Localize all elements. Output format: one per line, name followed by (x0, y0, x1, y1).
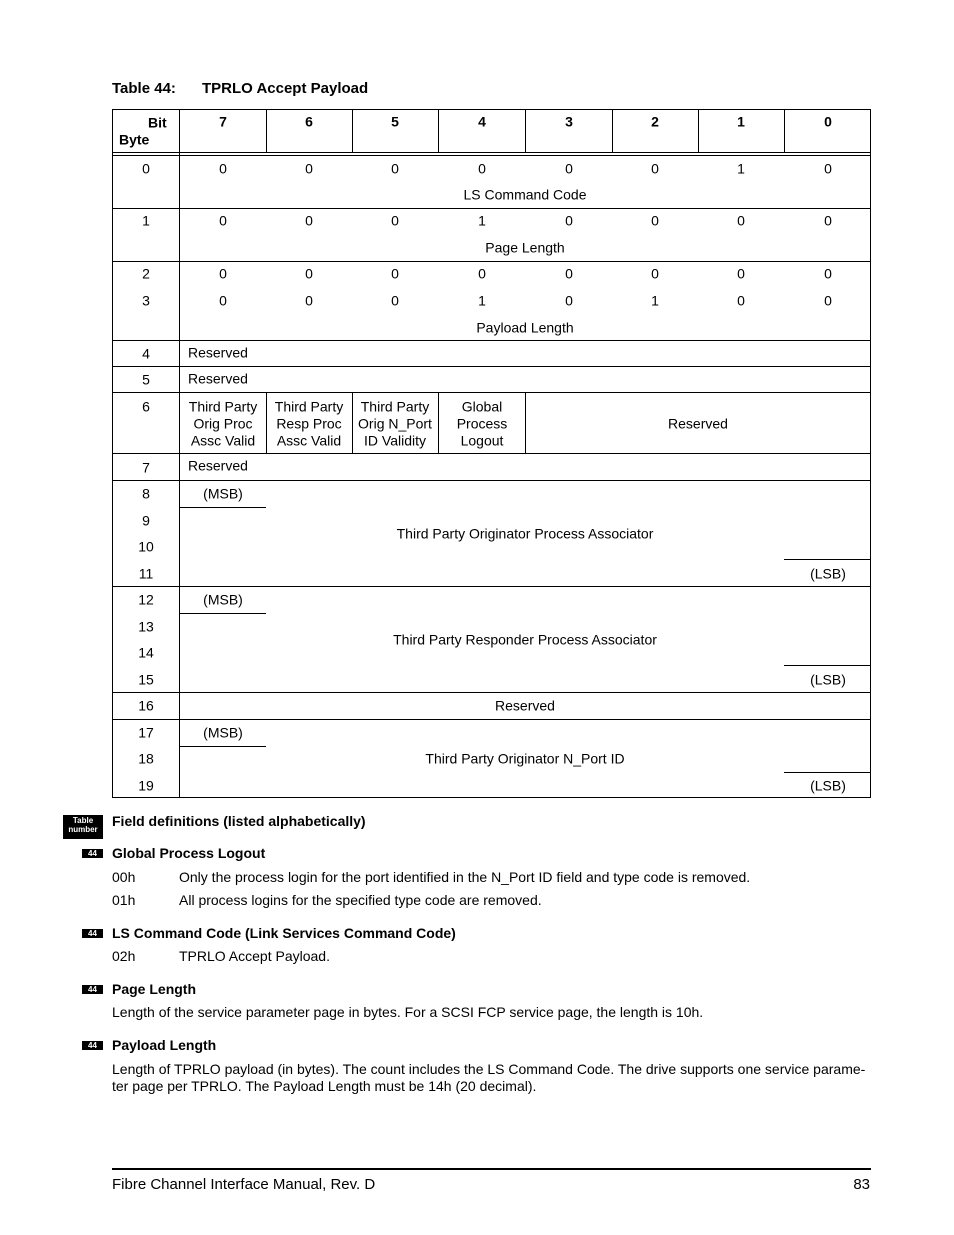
byte-number: 3 (142, 292, 150, 309)
byte-number: 18 (138, 750, 154, 767)
row-divider (113, 340, 871, 341)
field-name: LS Command Code (463, 186, 587, 203)
byte-number: 8 (142, 485, 150, 502)
bit-value: 1 (478, 292, 486, 309)
field-name: Page Length (485, 239, 565, 256)
field-divider (438, 392, 439, 453)
bit-value: 0 (305, 160, 313, 177)
row-divider (113, 719, 871, 720)
bit-value: 0 (478, 265, 486, 282)
byte-number: 14 (138, 644, 154, 661)
bit-value: 0 (737, 265, 745, 282)
byte-number: 2 (142, 265, 150, 282)
field-name: Reserved (188, 370, 248, 387)
bit-header: 1 (737, 113, 745, 130)
msb-label: (MSB) (203, 591, 243, 608)
bit-value: 0 (391, 292, 399, 309)
bit-value: 0 (565, 265, 573, 282)
field-resp-proc-assc-valid: Third Party Resp Proc Assc Valid (274, 398, 344, 449)
header-divider (784, 110, 785, 153)
bit-value: 0 (305, 265, 313, 282)
msb-rule (179, 613, 266, 614)
msb-label: (MSB) (203, 724, 243, 741)
byte-number: 11 (138, 565, 154, 582)
lsb-label: (LSB) (810, 565, 846, 582)
bit-value: 0 (737, 292, 745, 309)
header-divider (438, 110, 439, 153)
byte-number: 6 (142, 398, 150, 415)
bit-value: 0 (824, 292, 832, 309)
bit-header: 5 (391, 113, 399, 130)
bit-value: 0 (219, 212, 227, 229)
table-caption (112, 80, 368, 97)
byte-number: 4 (142, 345, 150, 362)
table-number: Table 44: (112, 80, 176, 97)
msb-rule (179, 507, 266, 508)
definition-title: Payload Length (112, 1037, 217, 1053)
payload-table (112, 109, 871, 798)
lsb-label: (LSB) (810, 777, 846, 794)
row-divider (113, 692, 871, 693)
definition-text: Length of TPRLO payload (in bytes). The count includes the LS Command Code. The drive supports one service parame- (112, 1061, 866, 1077)
header-divider (525, 110, 526, 153)
table-ref-badge: 44 (82, 985, 103, 994)
field-name: Third Party Originator Process Associator (396, 525, 654, 542)
bit-value: 0 (219, 292, 227, 309)
table-ref-badge: 44 (82, 929, 103, 938)
lsb-label: (LSB) (810, 671, 846, 688)
field-orig-proc-assc-valid: Third Party Orig Proc Assc Valid (188, 398, 258, 449)
bit-value: 1 (737, 160, 745, 177)
byte-column-divider (179, 110, 180, 798)
bit-value: 0 (391, 212, 399, 229)
bit-value: 1 (651, 292, 659, 309)
row-divider (113, 392, 871, 393)
lsb-rule (784, 559, 871, 560)
table-number-badge: Table number (63, 815, 103, 839)
field-name: Payload Length (476, 319, 574, 336)
row-divider (113, 480, 871, 481)
row-divider (113, 366, 871, 367)
header-rule (113, 152, 871, 153)
byte-number: 13 (138, 618, 154, 635)
bit-value: 0 (305, 212, 313, 229)
footer-rule (112, 1168, 871, 1170)
byte-number: 12 (138, 591, 154, 608)
definition-code: 02h (112, 948, 136, 964)
byte-label: Byte (119, 131, 150, 148)
page-number: 83 (853, 1176, 870, 1193)
row-divider (113, 261, 871, 262)
table-ref-badge: 44 (82, 849, 103, 858)
row-divider (113, 208, 871, 209)
field-divider (525, 392, 526, 453)
field-name: Reserved (495, 697, 555, 714)
bit-value: 0 (651, 160, 659, 177)
definition-code: 00h (112, 869, 136, 885)
bit-value: 0 (565, 292, 573, 309)
definition-code: 01h (112, 892, 136, 908)
field-name: Third Party Responder Process Associator (393, 631, 657, 648)
bit-header: 6 (305, 113, 313, 130)
bit-header: 4 (478, 113, 486, 130)
lsb-rule (784, 665, 871, 666)
bit-label: Bit (148, 114, 167, 131)
bit-value: 0 (651, 265, 659, 282)
definition-title: LS Command Code (Link Services Command Code) (112, 925, 456, 941)
row-divider (113, 453, 871, 454)
bit-value: 0 (391, 160, 399, 177)
msb-rule (179, 746, 266, 747)
bit-value: 0 (391, 265, 399, 282)
definition-text: ter page per TPRLO. The Payload Length must be 14h (20 decimal). (112, 1078, 537, 1094)
table-title: TPRLO Accept Payload (202, 80, 369, 97)
definition-text: All process logins for the specified type code are removed. (179, 892, 542, 908)
field-name: Third Party Originator N_Port ID (425, 750, 625, 767)
row-divider (113, 586, 871, 587)
header-divider (266, 110, 267, 153)
bit-value: 0 (565, 212, 573, 229)
lsb-rule (784, 772, 871, 773)
header-divider (698, 110, 699, 153)
bit-header: 3 (565, 113, 573, 130)
header-divider (612, 110, 613, 153)
definition-text: TPRLO Accept Payload. (179, 948, 330, 964)
byte-number: 16 (138, 697, 154, 714)
field-name: Reserved (668, 415, 728, 432)
bit-value: 0 (824, 265, 832, 282)
byte-number: 17 (138, 724, 154, 741)
definition-title: Global Process Logout (112, 845, 266, 861)
msb-label: (MSB) (203, 485, 243, 502)
field-name: Reserved (188, 457, 248, 474)
field-name: Reserved (188, 344, 248, 361)
bit-value: 0 (737, 212, 745, 229)
bit-value: 0 (219, 160, 227, 177)
bit-value: 0 (305, 292, 313, 309)
byte-number: 5 (142, 371, 150, 388)
field-divider (266, 392, 267, 453)
byte-number: 1 (142, 212, 150, 229)
table-ref-badge: 44 (82, 1041, 103, 1050)
field-orig-nport-id-validity: Third Party Orig N_Port ID Validity (358, 398, 432, 449)
bit-value: 0 (651, 212, 659, 229)
definition-title: Page Length (112, 981, 197, 997)
header-rule (113, 155, 871, 156)
bit-value: 0 (219, 265, 227, 282)
bit-value: 0 (565, 160, 573, 177)
field-global-process-logout: Global Process Logout (456, 398, 508, 449)
definition-text: Only the process login for the port identified in the N_Port ID field and type code is removed. (179, 869, 751, 885)
bit-value: 0 (824, 160, 832, 177)
bit-header: 2 (651, 113, 659, 130)
byte-number: 9 (142, 512, 150, 529)
bit-value: 0 (478, 160, 486, 177)
byte-number: 0 (142, 160, 150, 177)
bit-header: 0 (824, 113, 832, 130)
bit-header: 7 (219, 113, 227, 130)
byte-number: 10 (138, 538, 154, 555)
bit-value: 0 (824, 212, 832, 229)
definitions-heading: Field definitions (listed alphabetically) (112, 813, 366, 829)
byte-number: 7 (142, 459, 150, 476)
byte-number: 19 (138, 777, 154, 794)
header-divider (352, 110, 353, 153)
footer-title: Fibre Channel Interface Manual, Rev. D (112, 1176, 376, 1193)
bit-value: 1 (478, 212, 486, 229)
byte-number: 15 (138, 671, 154, 688)
definition-text: Length of the service parameter page in bytes. For a SCSI FCP service page, the length is 10h. (112, 1004, 704, 1020)
field-divider (352, 392, 353, 453)
